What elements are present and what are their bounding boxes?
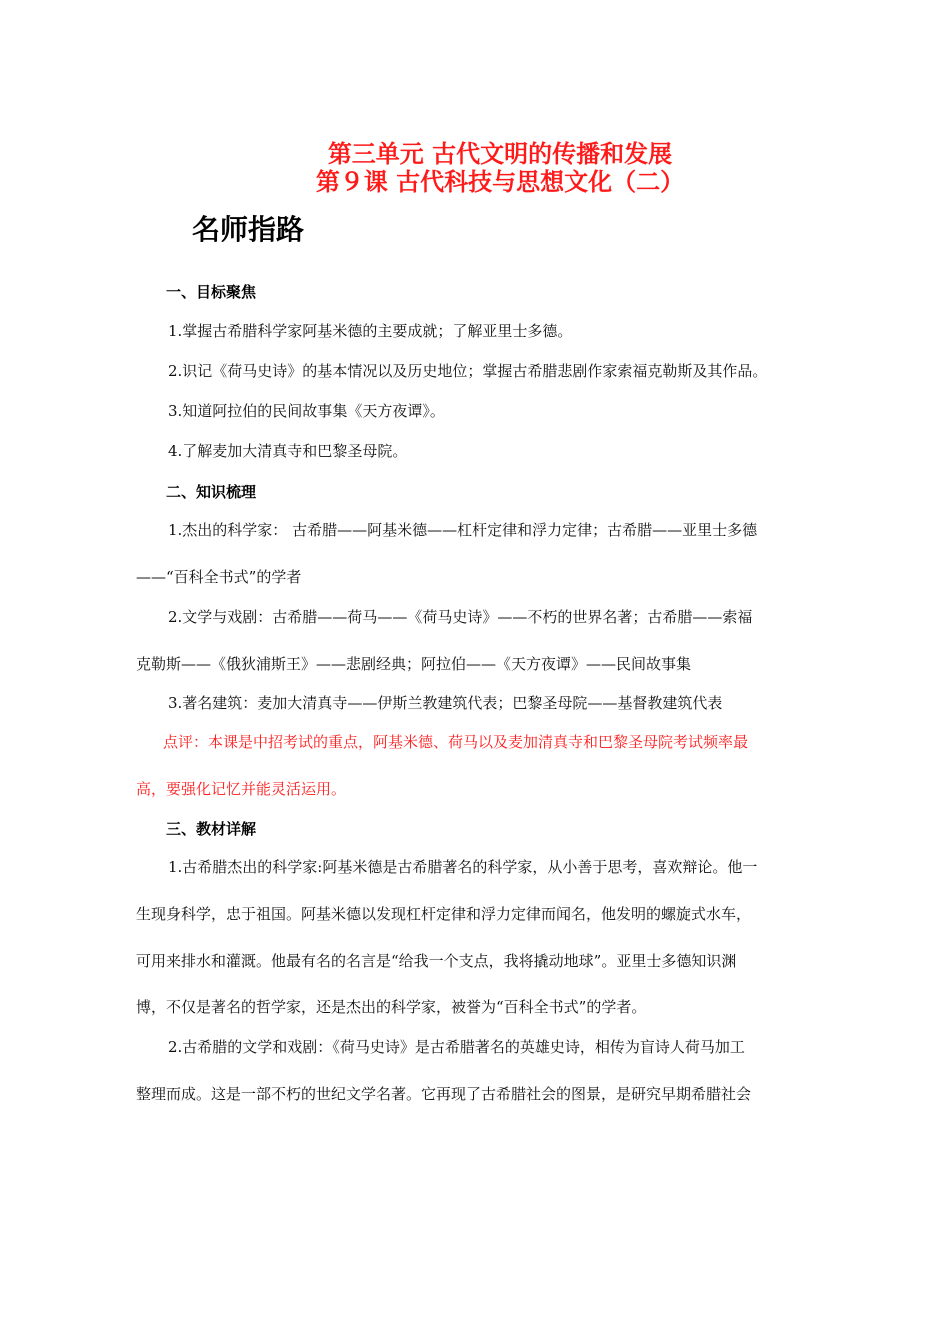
knowledge-p1-line2: ——“百科全书式”的学者 (136, 568, 302, 586)
detail-line: 整理而成。这是一部不朽的世纪文学名著。它再现了古希腊社会的图景，是研究早期希腊社会 (136, 1085, 752, 1103)
detail-line: 2.古希腊的文学和戏剧：《荷马史诗》是古希腊著名的英雄史诗，相传为盲诗人荷马加工 (168, 1038, 745, 1056)
unit-title: 第三单元 古代文明的传播和发展 (327, 139, 673, 168)
knowledge-p2-line2: 克勒斯——《俄狄浦斯王》——悲剧经典；阿拉伯——《天方夜谭》——民间故事集 (136, 655, 692, 673)
goal-item-4: 4.了解麦加大清真寺和巴黎圣母院。 (168, 442, 408, 460)
detail-line: 博，不仅是著名的哲学家，还是杰出的科学家，被誉为“百科全书式”的学者。 (136, 998, 647, 1016)
section-heading-textbook: 三、教材详解 (166, 820, 257, 838)
lesson-title: 第９课 古代科技与思想文化（二） (315, 167, 685, 196)
detail-line: 1.古希腊杰出的科学家:阿基米德是古希腊著名的科学家，从小善于思考，喜欢辩论。他一 (168, 858, 758, 876)
comment-line2: 高，要强化记忆并能灵活运用。 (136, 780, 347, 798)
detail-line: 生现身科学，忠于祖国。阿基米德以发现杠杆定律和浮力定律而闻名，他发明的螺旋式水车， (136, 905, 752, 923)
goal-item-1: 1.掌握古希腊科学家阿基米德的主要成就；了解亚里士多德。 (168, 322, 573, 340)
section-heading-knowledge: 二、知识梳理 (166, 483, 257, 501)
goal-item-3: 3.知道阿拉伯的民间故事集《天方夜谭》。 (168, 402, 445, 420)
knowledge-p2-line1: 2.文学与戏剧：古希腊——荷马——《荷马史诗》——不朽的世界名著；古希腊——索福 (168, 608, 753, 626)
comment-line1: 点评：本课是中招考试的重点，阿基米德、荷马以及麦加清真寺和巴黎圣母院考试频率最 (163, 733, 749, 751)
goal-item-2: 2.识记《荷马史诗》的基本情况以及历史地位；掌握古希腊悲剧作家索福克勒斯及其作品。 (168, 362, 768, 380)
knowledge-p1-line1: 1.杰出的科学家： 古希腊——阿基米德——杠杆定律和浮力定律；古希腊——亚里士多德 (168, 521, 758, 539)
detail-line: 可用来排水和灌溉。他最有名的名言是“给我一个支点，我将撬动地球”。亚里士多德知识渊 (136, 952, 737, 970)
section-heading-goals: 一、目标聚焦 (166, 283, 257, 301)
document-title (0, 140, 950, 196)
knowledge-p3: 3.著名建筑：麦加大清真寺——伊斯兰教建筑代表；巴黎圣母院——基督教建筑代表 (168, 694, 723, 712)
section-brand-heading: 名师指路 (192, 213, 305, 246)
